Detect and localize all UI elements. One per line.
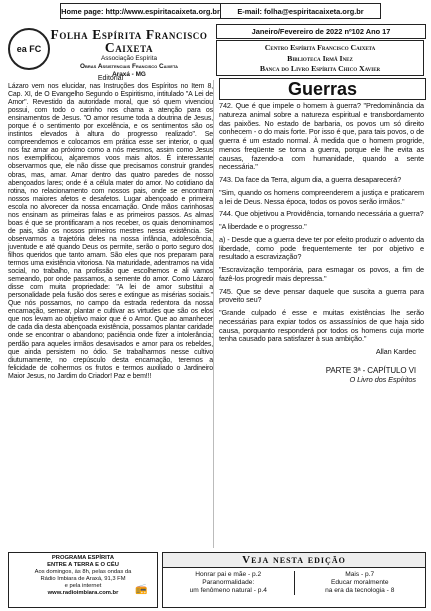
radio-icon: 📻 — [135, 584, 148, 595]
header-contact-bar — [60, 3, 381, 19]
article-paragraph: "Escravização temporária, para esmagar os povos, a fim de fazê-los progredir mais depressa." — [219, 265, 424, 283]
logo-text: ea FC — [16, 43, 42, 54]
contents-item: Honrar pai e mãe - p.2 — [195, 571, 262, 578]
radio-station: Rádio Imbiara de Araxá, 91,3 FM — [40, 576, 126, 582]
article-paragraph: 744. Que objetivou a Providência, tornando necessária a guerra? — [219, 209, 424, 219]
assistance-name: Obras Assistenciais Francisco Caixeta — [79, 63, 179, 70]
column-divider — [213, 80, 214, 548]
article-source-book: O Livro dos Espíritos — [349, 374, 416, 384]
contents-column-right — [294, 571, 426, 595]
editorial-body — [8, 83, 213, 381]
institution-box — [216, 40, 424, 76]
article-paragraph: "Grande culpado é esse e muitas existências lhe serão necessárias para expiar todos os assassínios de que haja sido causa, porquanto responderá por todos os homens cuja morte tenha causado para satisfazer à sua ambição." — [219, 308, 424, 344]
email-link[interactable]: E-mail: folha@espiritacaixeta.org.br — [237, 6, 364, 16]
association-name: Associação Espírita — [100, 55, 158, 62]
article-title: Guerras — [219, 78, 426, 100]
article-paragraph: 742. Que é que impele o homem à guerra? "Predominância da natureza animal sobre a natureza espiritual e transbordamento das paixões. No estado de barbaria, os povos um só direito conhecem - o do mais forte. Por isso é que, para tais povos, o de guerra é um estado normal. À medida que o homem progride, menos freqüente se torna a guerra, porque ele lhe evita as causas, fazendo-a com humanidade, quando a sente necessária." — [219, 101, 424, 172]
radio-program-box — [8, 552, 158, 608]
article-signature: Allan Kardec — [375, 347, 416, 356]
editorial-heading: Editorial — [97, 75, 124, 82]
article-paragraph: "A liberdade e o progresso." — [219, 222, 307, 231]
logo — [8, 28, 50, 70]
article-paragraph: 745. Que se deve pensar daquele que suscita a guerra para proveito seu? — [219, 286, 424, 305]
center-name: Centro Espírita Francisco Caixeta — [264, 43, 376, 52]
contents-item: Mais - p.7 — [345, 571, 375, 578]
radio-website-link[interactable]: www.radioimbiara.com.br — [47, 590, 119, 596]
radio-internet: e pela internet — [64, 583, 102, 589]
contents-list — [163, 568, 425, 595]
radio-program-title: PROGRAMA ESPÍRITA — [51, 555, 115, 561]
contents-item: um fenômeno natural - p.4 — [189, 587, 267, 594]
radio-schedule: Aos domingos, às 8h, pelas ondas da — [34, 569, 132, 575]
newspaper-title: Folha Espírita Francisco Caixeta — [50, 27, 208, 55]
contents-item: Educar moralmente — [330, 579, 389, 586]
article-paragraph: 743. Da face da Terra, algum dia, a guerra desaparecerá? — [219, 175, 402, 184]
contents-title: Veja nesta edição — [163, 553, 425, 568]
article-body — [219, 102, 424, 384]
masthead — [50, 28, 208, 79]
library-name: Biblioteca Irmã Inez — [287, 53, 353, 63]
homepage-link[interactable]: Home page: http://www.espiritacaixeta.org.br — [61, 6, 220, 16]
article-paragraph: "Sim, quando os homens compreenderem a justiça e praticarem a lei de Deus. Nessa época, todos os povos serão irmãos." — [219, 187, 424, 206]
issue-info: Janeiro/Fevereiro de 2022 nº102 Ano 17 — [216, 24, 426, 39]
article-paragraph: a) - Desde que a guerra deve ter por efeito produzir o advento da liberdade, como pode frequentemente ter por objetivo e resultado a escravização? — [219, 234, 424, 262]
bookstore-name: Banca do Livro Espírita Chico Xavier — [259, 64, 381, 73]
city: Araxá - MG — [112, 71, 146, 78]
contents-item: Paranormalidade: — [202, 579, 255, 586]
contents-item: na era da tecnologia - 8 — [325, 587, 395, 594]
contents-box — [162, 552, 426, 608]
contents-column-left — [163, 571, 294, 595]
article-source-part: PARTE 3ª - CAPÍTULO VI — [325, 365, 416, 375]
editorial-text: Lázaro vem nos elucidar, nas Instruções dos Espíritos no Item 8, Cap. XI, de O Evangelho Segundo o Espiritismo, intitulado "A Lei de Amor". Revestido da autoridade moral, que só quem vivenciou possui, com todo o carinho nos chama a atenção para os ensinamentos de Jesus. "O amor resume toda a doutrina de Jesus, porque é o sentimento por excelência, e os sentimentos são os instintos elevados à altura do progresso realizado". Se compreendemos e colocamos em prática esse ser interior, o qual nos faz amar ao próximo como a nós mesmos, assim como Jesus nos exemplificou, alçaremos voos mais altos. É interessante observarmos que, ele não disse que precisamos construir grandes obras, mas, amar. Amar dentro das quatro paredes de nosso abençoados lares; onde é a célula mater do amor. No cotidiano da rotina, no relacionamento com nossos pais, onde se encontram nossos maiores afetos e desafetos. Lugar abençoado e primeira escola no alvorecer da nossa encarnação. Onde mãos carinhosas nos ensinam as primeiras falas e as primeiros passos. As almas boas é que se prontificaram a nos receber, os quais denominamos de pais, são os nossos primeiros mestres nessa existência. Se observarmos a trajetória deles na nossa infância, adolescência, juventude e até quando Deus os permite, serão o porto seguro dos filhos queridos que tanto amam. São eles que nos preparam para termos uma existência vitoriosa. Na maturidade, adentramos na vida social, no trabalho, na profissão que escolhemos e ali vamos semeando, por onde passamos, a semente do amor. Como Lázaro disse com muita propriedade: "A lei de amor substitui a personalidade pela fusão dos seres e extingue as misérias sociais." Que nós possamos, no campo da estrada redentora da nossa encarnação, semear, plantar e cultivar as virtudes que são os elos que nos levam ao objetivo maior que é o Amor. Que ao amanhecer de cada dia desta abençoada existência, possamos plantar caridade onde se encontrar o abandono; paciência onde fizer a intolerância; perdão para aqueles irmãos desavisados e amor para os rebeldes, que ainda persistem no ódio. Se trabalharmos nesse cultivo diuturnamente, no crepúsculo desta encarnação, teremos a felicidade de colhermos os frutos e termos auxiliado o Jardineiro Maior Jesus, no Jardim do Criador! Paz e bem!!! — [8, 83, 213, 380]
radio-program-subtitle: ENTRE A TERRA E O CÉU — [47, 562, 119, 568]
